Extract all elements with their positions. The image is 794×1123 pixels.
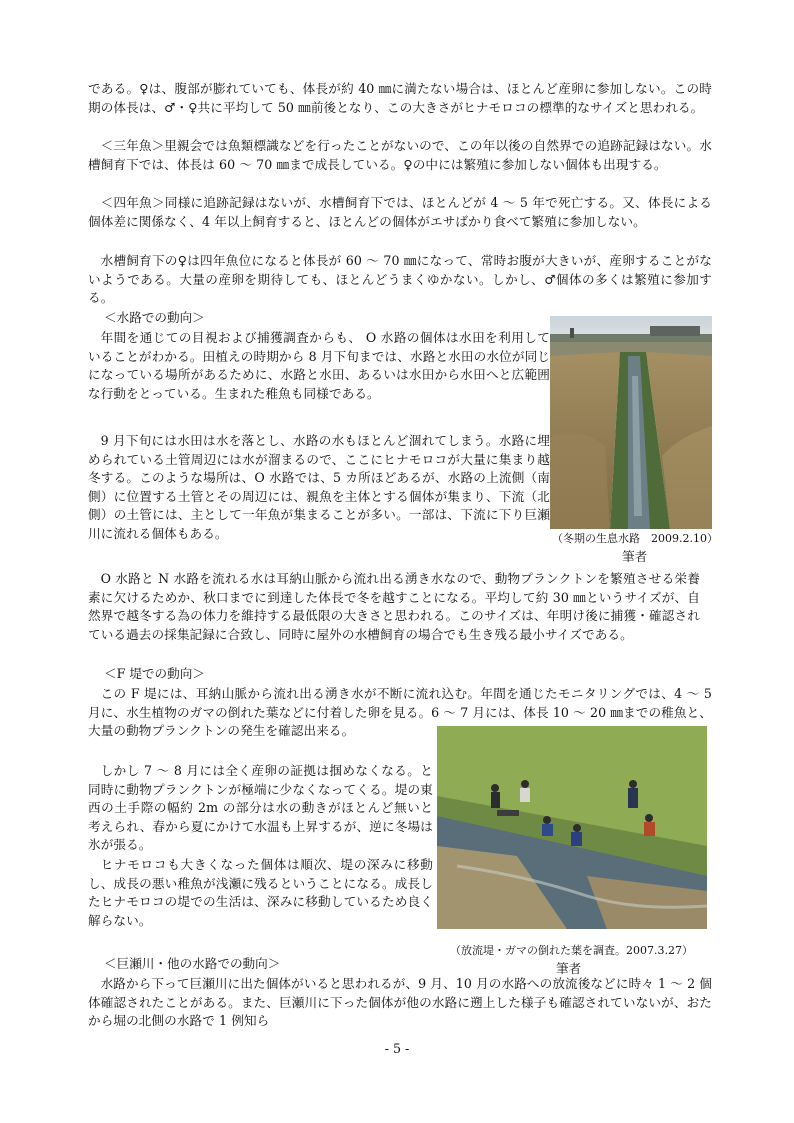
paragraph-waterway-1: 年間を通じての目視および捕獲調査からも、 O 水路の個体は水田を利用していることがわかる。田植えの時期から 8 月下旬までは、水路と水田の水位が同じになっている場所があるために、水路と水田、あるいは水田から水田へと広範囲な行動をとっている。生まれた稚魚も同様である。 [88, 330, 550, 401]
paragraph-spring-water: O 水路と N 水路を流れる水は耳納山脈から流れ出る湧き水なので、動物プランクトンを繁殖させる栄養素に欠けるためか、秋口までに到達した体長で冬を越すことになる。平均して約 30 ㎜というサイズが、自然界で越冬する為の体力を維持する最低限の大きさと思われる。このサイズは、年明け後に捕獲・確認されている過去の採集記録に合致し、同時に屋外の水槽飼育の場合でも生き残る最小サイズである。 [88, 571, 700, 642]
paragraph-waterway-2: 9 月下旬には水田は水を落とし、水路の水もほとんど涸れてしまう。水路に埋められている土管周辺には水が溜まるので、ここにヒナモロコが大量に集まり越冬する。このような場所は、O 水路では、5 カ所ほどあるが、水路の上流側（南側）に位置する土管とその周辺には、親魚を主体とする個体が集まり、下流（北側）の土管には、主として一年魚が集まることが多い。一部は、下流に下り巨瀬川に流れる個体もある。 [88, 433, 550, 541]
pond-survey-photo [437, 726, 707, 929]
paragraph-tank-rearing: 水槽飼育下の♀は四年魚位になると体長が 60 ～ 70 ㎜になって、常時お腹が大きいが、産卵することがないようである。大量の産卵を期待しても、ほとんどうまくゆかない。しかし、♂個体の多くは繁殖に参加する。 [88, 253, 712, 306]
waterway-image [550, 316, 712, 529]
photo2-author: 筆者 [556, 961, 582, 976]
page-number: - 5 - [384, 1041, 410, 1056]
photo2-caption: （放流堤・ガマの倒れた葉を調査。2007.3.27） [450, 944, 693, 957]
winter-waterway-photo [550, 316, 712, 529]
pond-image [437, 726, 707, 929]
paragraph-f-pond-1: この F 堤には、耳納山脈から流れ出る湧き水が不断に流れ込む。年間を通じたモニタリングでは、4 ～ 5 月に、水生植物のガマの倒れた葉などに付着した卵を見る。6 ～ 7 月には、体長 10 ～ 20 ㎜までの稚魚と、大量の動物プランクトンの発生を確認出来る。 [88, 686, 712, 739]
heading-f-pond: ＜F 堤での動向＞ [104, 666, 205, 681]
paragraph-f-pond-3: ヒナモロコも大きくなった個体は順次、堤の深みに移動し、成長の悪い稚魚が浅瀬に残るということになる。成長したヒナモロコの堤での生活は、深みに移動しているため良く解らない。 [88, 857, 433, 928]
paragraph-f-pond-2: しかし 7 ～ 8 月には全く産卵の証拠は掴めなくなる。と同時に動物プランクトンが極端に少なくなってくる。堤の東西の土手際の幅約 2m の部分は水の動きがほとんど無いと考えられ、春から夏にかけて水温も上昇するが、逆に冬場は氷が張る。 [88, 763, 433, 853]
photo1-caption: （冬期の生息水路 2009.2.10） [552, 532, 718, 545]
heading-kose-river: ＜巨瀬川・他の水路での動向＞ [104, 956, 281, 971]
photo1-author: 筆者 [622, 549, 648, 564]
paragraph-four-year-fish: ＜四年魚＞同様に追跡記録はないが、水槽飼育下では、ほとんどが 4 ～ 5 年で死亡する。又、体長による個体差に関係なく、4 年以上飼育すると、ほとんどの個体がエサばかり食べて繁殖に参加しない。 [88, 195, 712, 229]
paragraph-kose-river: 水路から下って巨瀬川に出た個体がいると思われるが、9 月、10 月の水路への放流後などに時々 1 ～ 2 個体確認されたことがある。また、巨瀬川に下った個体が他の水路に遡上した様子も確認されていないが、おたから堀の北側の水路で 1 例知ら [88, 976, 712, 1029]
paragraph-three-year-fish: ＜三年魚＞里親会では魚類標識などを行ったことがないので、この年以後の自然界での追跡記録はない。水槽飼育下では、体長は 60 ～ 70 ㎜まで成長している。♀の中には繁殖に参加しない個体も出現する。 [88, 138, 712, 172]
paragraph-1: である。♀は、腹部が膨れていても、体長が約 40 ㎜に満たない場合は、ほとんど産卵に参加しない。この時期の体長は、♂・♀共に平均して 50 ㎜前後となり、この大きさがヒナモロコの標準的なサイズと思われる。 [88, 81, 712, 115]
heading-waterway: ＜水路での動向＞ [104, 310, 205, 325]
